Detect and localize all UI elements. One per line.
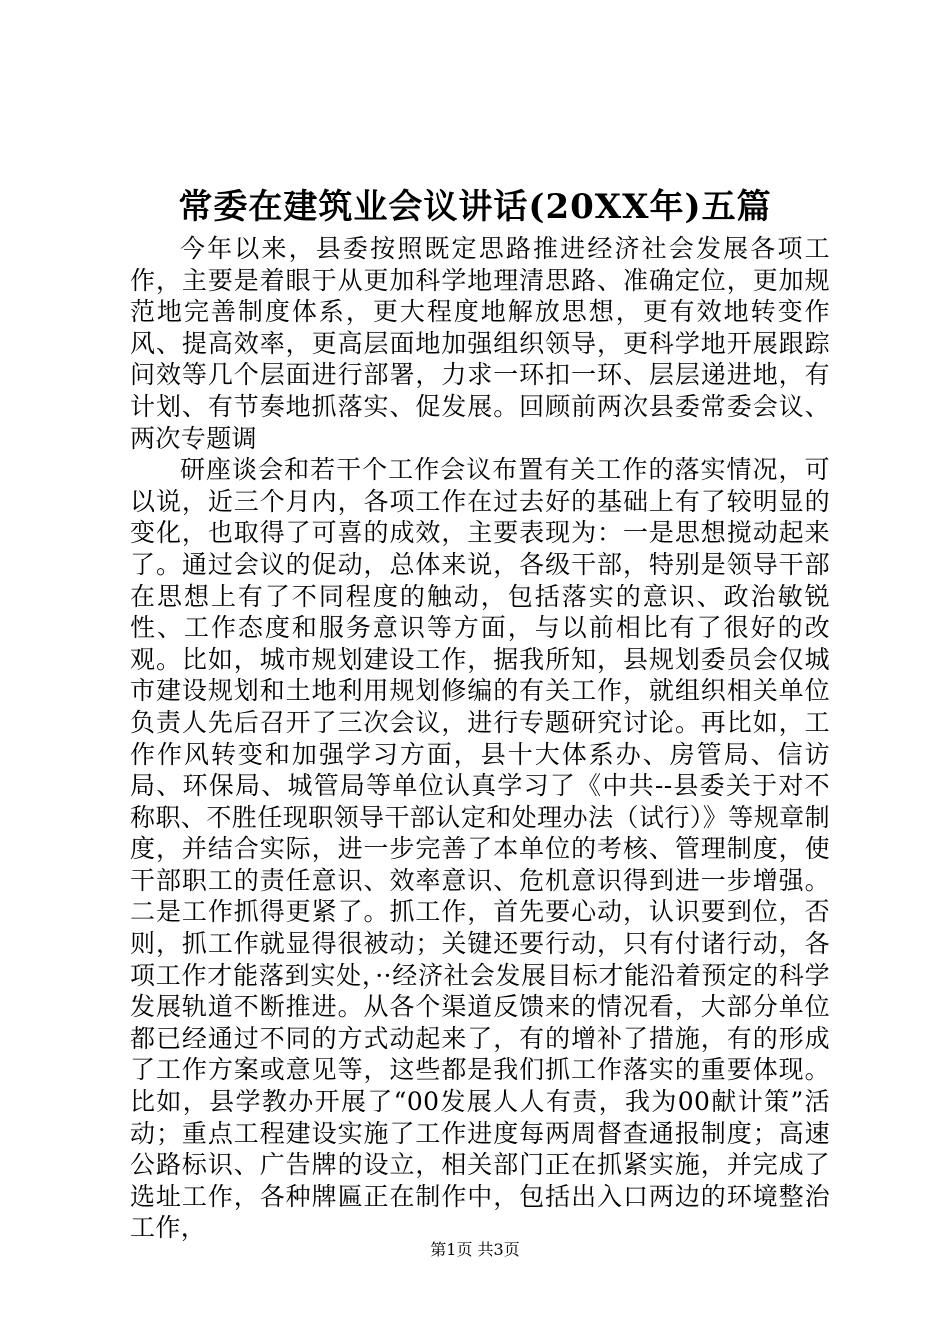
- paragraph-1: 今年以来，县委按照既定思路推进经济社会发展各项工作，主要是着眼于从更加科学地理清思路、准确定位，更加规范地完善制度体系，更大程度地解放思想，更有效地转变作风、提高效率，更高层面地加强组织领导，更科学地开展跟踪问效等几个层面进行部署，力求一环扣一环、层层递进地，有计划、有节奏地抓落实、促发展。回顾前两次县委常委会议、两次专题调: [130, 234, 830, 453]
- document-title: 常委在建筑业会议讲话(20XX年)五篇: [178, 187, 772, 227]
- page-footer: 第1页 共3页: [430, 1240, 520, 1259]
- document-body: [130, 233, 830, 1244]
- paragraph-2: 研座谈会和若干个工作会议布置有关工作的落实情况，可以说，近三个月内，各项工作在过去好的基础上有了较明显的变化，也取得了可喜的成效，主要表现为：一是思想搅动起来了。通过会议的促动，总体来说，各级干部，特别是领导干部在思想上有了不同程度的触动，包括落实的意识、政治敏锐性、工作态度和服务意识等方面，与以前相比有了很好的改观。比如，城市规划建设工作，据我所知，县规划委员会仅城市建设规划和土地利用规划修编的有关工作，就组织相关单位负责人先后召开了三次会议，进行专题研究讨论。再比如，工作作风转变和加强学习方面，县十大体系办、房管局、信访局、环保局、城管局等单位认真学习了《中共--县委关于对不称职、不胜任现职领导干部认定和处理办法（试行）》等规章制度，并结合实际，进一步完善了本单位的考核、管理制度，使干部职工的责任意识、效率意识、危机意识得到进一步增强。二是工作抓得更紧了。抓工作，首先要心动，认识要到位，否则，抓工作就显得很被动；关键还要行动，只有付诸行动，各项工作才能落到实处，··经济社会发展目标才能沿着预定的科学发展轨道不断推进。从各个渠道反馈来的情况看，大部分单位都已经通过不同的方式动起来了，有的增补了措施，有的形成了工作方案或意见等，这些都是我们抓工作落实的重要体现。比如，县学教办开展了“00发展人人有责，我为00献计策”活动；重点工程建设实施了工作进度每两周督查通报制度；高速公路标识、广告牌的设立，相关部门正在抓紧实施，并完成了选址工作，各种牌匾正在制作中，包括出入口两边的环境整治工作，: [130, 455, 830, 1243]
